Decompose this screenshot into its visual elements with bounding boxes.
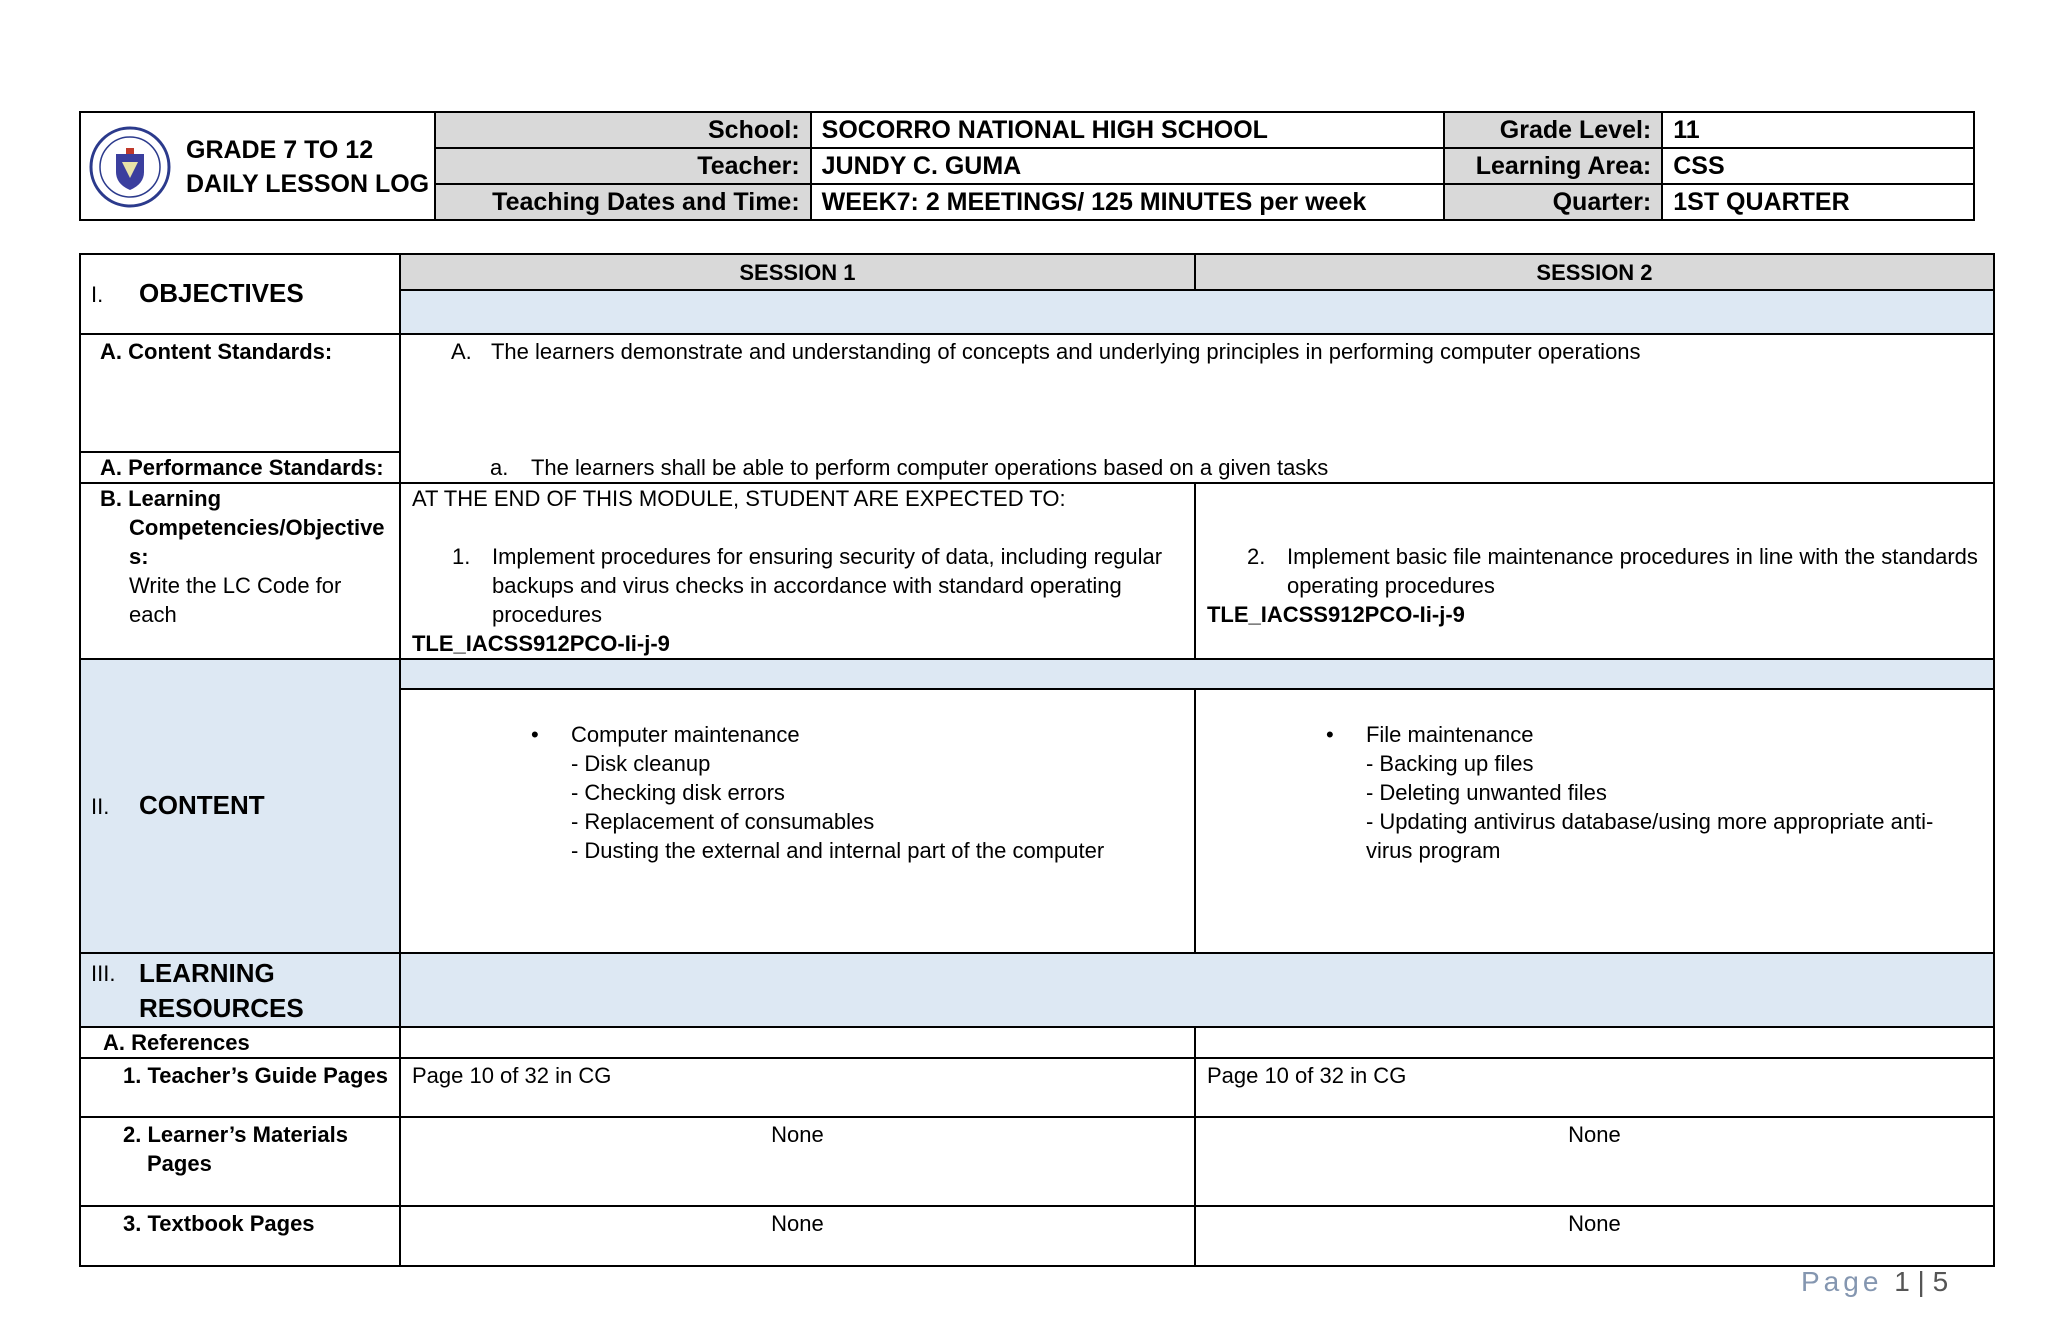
school-label: School: xyxy=(435,112,810,148)
quarter-value: 1ST QUARTER xyxy=(1662,184,1974,220)
quarter-label: Quarter: xyxy=(1444,184,1662,220)
performance-standards-text: a. The learners shall be able to perform computer operations based on a given tasks xyxy=(489,455,1329,480)
learners-materials-session-2: None xyxy=(1195,1117,1994,1206)
session-2-content-item: - Deleting unwanted files xyxy=(1365,780,1607,805)
content-band xyxy=(400,659,1994,689)
textbook-pages-session-2: None xyxy=(1195,1206,1994,1266)
learning-area-value: CSS xyxy=(1662,148,1974,184)
session-1-content-item: - Disk cleanup xyxy=(570,751,711,776)
session-1-content-item: - Replacement of consumables xyxy=(570,809,875,834)
grade-level-label: Grade Level: xyxy=(1444,112,1662,148)
session-1-content-item: - Checking disk errors xyxy=(570,780,785,805)
teachers-guide-session-2: Page 10 of 32 in CG xyxy=(1195,1058,1994,1117)
learners-materials-session-1: None xyxy=(400,1117,1195,1206)
page-number: Page 1 | 5 xyxy=(1801,1266,1949,1297)
content-standards-label: A. Content Standards: xyxy=(80,334,400,452)
textbook-pages-label: 3. Textbook Pages xyxy=(80,1206,400,1266)
header-title-line1: GRADE 7 TO 12 xyxy=(186,136,374,164)
lesson-log-table xyxy=(79,253,1995,1267)
teaching-dates-value: WEEK7: 2 MEETINGS/ 125 MINUTES per week xyxy=(811,184,1445,220)
teaching-dates-label: Teaching Dates and Time: xyxy=(435,184,810,220)
content-heading: II. CONTENT xyxy=(80,659,400,953)
learning-competencies-label: B. Learning Competencies/Objective s: Write the LC Code for each xyxy=(80,483,400,659)
learning-area-label: Learning Area: xyxy=(1444,148,1662,184)
session-2-header: SESSION 2 xyxy=(1195,254,1994,290)
standards-cell xyxy=(400,334,1994,483)
learning-resources-heading: III. LEARNING RESOURCES xyxy=(80,953,400,1027)
session-1-header: SESSION 1 xyxy=(400,254,1195,290)
deped-seal-icon xyxy=(89,126,171,208)
session-2-content-item: virus program xyxy=(1365,838,1501,863)
session-1-competency: AT THE END OF THIS MODULE, STUDENT ARE EXPECTED TO: 1. Implement procedures for ensuring security of data, including regular backups and virus checks in accordance with standard operating procedures TLE_IACSS912PCO-Ii-j-9 xyxy=(400,483,1195,659)
header-logo-cell xyxy=(80,112,435,220)
references-label: A. References xyxy=(80,1027,400,1058)
references-session-1 xyxy=(400,1027,1195,1058)
session-1-content-item: - Dusting the external and internal part of the computer xyxy=(570,838,1105,863)
header-title-line2: DAILY LESSON LOG xyxy=(186,170,430,198)
textbook-pages-session-1: None xyxy=(400,1206,1195,1266)
session-2-content: • File maintenance - Backing up files - Deleting unwanted files - Updating antivirus database/using more appropriate anti- virus program xyxy=(1195,689,1994,953)
header-table xyxy=(79,111,1975,221)
session-2-competency: 2. Implement basic file maintenance procedures in line with the standards operating procedures TLE_IACSS912PCO-Ii-j-9 xyxy=(1195,483,1994,659)
objectives-heading: I. OBJECTIVES xyxy=(80,254,400,334)
teachers-guide-label: 1. Teacher’s Guide Pages xyxy=(80,1058,400,1117)
grade-level-value: 11 xyxy=(1662,112,1974,148)
teacher-label: Teacher: xyxy=(435,148,810,184)
objectives-band xyxy=(400,290,1994,334)
teacher-value: JUNDY C. GUMA xyxy=(811,148,1445,184)
performance-standards-label: A. Performance Standards: xyxy=(80,452,400,483)
learning-resources-band xyxy=(400,953,1994,1027)
competency-intro: AT THE END OF THIS MODULE, STUDENT ARE EXPECTED TO: xyxy=(411,486,1066,511)
session-1-content: • Computer maintenance - Disk cleanup - Checking disk errors - Replacement of consumables - Dusting the external and internal part of the computer xyxy=(400,689,1195,953)
session-1-lc-code: TLE_IACSS912PCO-Ii-j-9 xyxy=(411,631,670,656)
session-2-content-item: - Backing up files xyxy=(1365,751,1534,776)
school-value: SOCORRO NATIONAL HIGH SCHOOL xyxy=(811,112,1445,148)
references-session-2 xyxy=(1195,1027,1994,1058)
content-standards-text: A. The learners demonstrate and understanding of concepts and underlying principles in performing computer operations xyxy=(450,339,1641,364)
session-2-content-item: - Updating antivirus database/using more appropriate anti- xyxy=(1365,809,1934,834)
learners-materials-label: 2. Learner’s Materials Pages xyxy=(80,1117,400,1206)
teachers-guide-session-1: Page 10 of 32 in CG xyxy=(400,1058,1195,1117)
session-2-lc-code: TLE_IACSS912PCO-Ii-j-9 xyxy=(1206,602,1465,627)
